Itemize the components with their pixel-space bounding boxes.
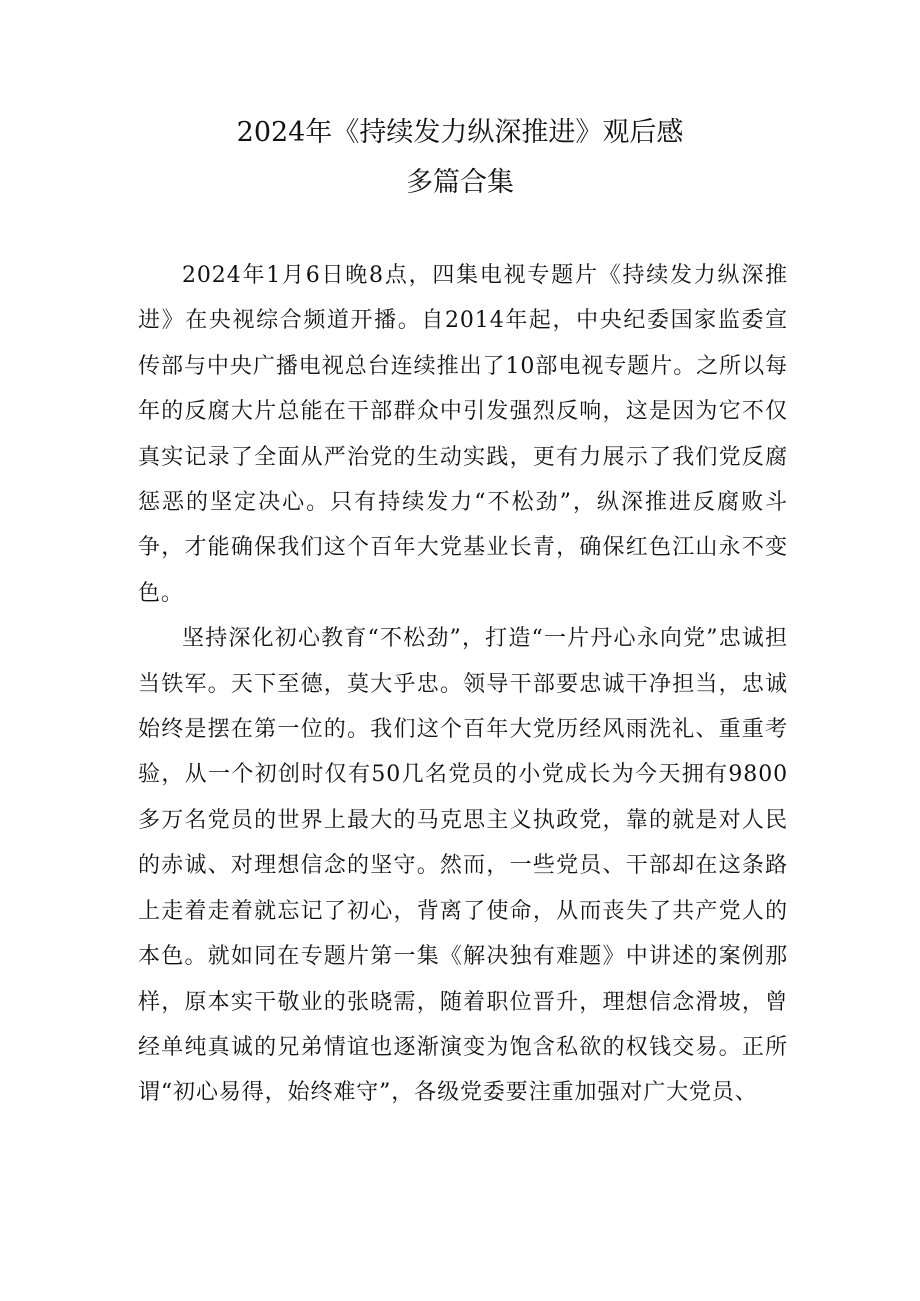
paragraph-2: 坚持深化初心教育“不松劲”，打造“一片丹心永向党”忠诚担当铁军。天下至德，莫大乎忠。领导干部要忠诚干净担当，忠诚始终是摆在第一位的。我们这个百年大党历经风雨洗礼、重重考验，从一个初创时仅有50几名党员的小党成长为今天拥有9800多万名党员的世界上最大的马克思主义执政党，靠的就是对人民的赤诚、对理想信念的坚守。然而，一些党员、干部却在这条路上走着走着就忘记了初心，背离了使命，从而丧失了共产党人的本色。就如同在专题片第一集《解决独有难题》中讲述的案例那样，原本实干敬业的张晓需，随着职位晋升，理想信念滑坡，曾经单纯真诚的兄弟情谊也逐渐演变为饱含私欲的权钱交易。正所谓“初心易得，始终难守”，各级党委要注重加强对广大党员、 [138, 626, 788, 1106]
title-line-main: 2024年《持续发力纵深推进》观后感 [236, 117, 684, 148]
title-line-sub: 多篇合集 [406, 167, 514, 198]
document-body [138, 253, 788, 1116]
document-title [0, 108, 920, 208]
paragraph-1: 2024年1月6日晚8点，四集电视专题片《持续发力纵深推进》在央视综合频道开播。自2014年起，中央纪委国家监委宣传部与中央广播电视总台连续推出了10部电视专题片。之所以每年的反腐大片总能在干部群众中引发强烈反响，这是因为它不仅真实记录了全面从严治党的生动实践，更有力展示了我们党反腐惩恶的坚定决心。只有持续发力“不松劲”，纵深推进反腐败斗争，才能确保我们这个百年大党基业长青，确保红色江山永不变色。 [138, 263, 788, 606]
